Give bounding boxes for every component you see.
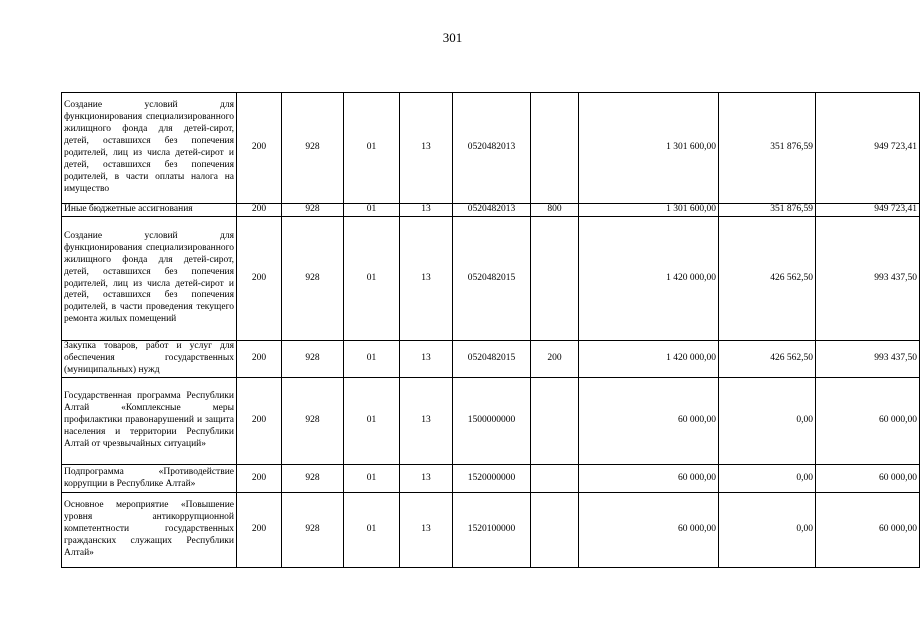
expense-type-cell: 200: [531, 341, 579, 378]
code-cell: 01: [344, 93, 400, 204]
code-cell: 928: [282, 217, 344, 341]
page-number: 301: [442, 30, 463, 45]
target-article-cell: 1520100000: [453, 493, 531, 568]
expense-type-cell: [531, 493, 579, 568]
table-row: [62, 341, 920, 378]
code-cell: 200: [237, 465, 282, 493]
row-description: Создание условий для функционирования специализированного жилищного фонда для детей-сирот, детей, оставшихся без попечения родителей, лиц из числа детей-сирот и детей, оставшихся без попечения родителей, в части оплаты налога на имущество: [62, 93, 237, 204]
code-cell: 01: [344, 217, 400, 341]
code-cell: 13: [400, 341, 453, 378]
code-cell: 928: [282, 341, 344, 378]
amount-cell: 60 000,00: [579, 465, 719, 493]
remaining-cell: 60 000,00: [816, 465, 920, 493]
row-description: Иные бюджетные ассигнования: [62, 204, 237, 217]
row-description: Основное мероприятие «Повышение уровня антикоррупционной компетентности государственных гражданских служащих Республики Алтай»: [62, 493, 237, 568]
row-description: Подпрограмма «Противодействие коррупции в Республике Алтай»: [62, 465, 237, 493]
code-cell: 200: [237, 378, 282, 465]
code-cell: 928: [282, 493, 344, 568]
code-cell: 13: [400, 217, 453, 341]
amount-cell: 60 000,00: [579, 493, 719, 568]
code-cell: 01: [344, 465, 400, 493]
expense-type-cell: [531, 93, 579, 204]
row-description: Создание условий для функционирования специализированного жилищного фонда для детей-сирот, детей, оставшихся без попечения родителей, лиц из числа детей-сирот и детей, оставшихся без попечения родителей, в части проведения текущего ремонта жилых помещений: [62, 217, 237, 341]
code-cell: 01: [344, 378, 400, 465]
executed-cell: 426 562,50: [719, 217, 816, 341]
expense-type-cell: [531, 217, 579, 341]
code-cell: 01: [344, 341, 400, 378]
target-article-cell: 1500000000: [453, 378, 531, 465]
code-cell: 928: [282, 378, 344, 465]
remaining-cell: 949 723,41: [816, 93, 920, 204]
code-cell: 200: [237, 341, 282, 378]
code-cell: 200: [237, 217, 282, 341]
code-cell: 928: [282, 93, 344, 204]
remaining-cell: 993 437,50: [816, 341, 920, 378]
amount-cell: 1 420 000,00: [579, 341, 719, 378]
code-cell: 13: [400, 204, 453, 217]
executed-cell: 0,00: [719, 465, 816, 493]
amount-cell: 1 420 000,00: [579, 217, 719, 341]
code-cell: 928: [282, 465, 344, 493]
row-description: Государственная программа Республики Алтай «Комплексные меры профилактики правонарушений и защита населения и территории Республики Алтай от чрезвычайных ситуаций»: [62, 378, 237, 465]
code-cell: 13: [400, 465, 453, 493]
remaining-cell: 949 723,41: [816, 204, 920, 217]
expense-type-cell: [531, 378, 579, 465]
table-row: [62, 217, 920, 341]
amount-cell: 1 301 600,00: [579, 93, 719, 204]
remaining-cell: 60 000,00: [816, 378, 920, 465]
code-cell: 200: [237, 204, 282, 217]
table-row: [62, 204, 920, 217]
executed-cell: 351 876,59: [719, 204, 816, 217]
table-row: [62, 378, 920, 465]
remaining-cell: 60 000,00: [816, 493, 920, 568]
code-cell: 13: [400, 378, 453, 465]
table-row: [62, 493, 920, 568]
remaining-cell: 993 437,50: [816, 217, 920, 341]
table-row: [62, 465, 920, 493]
code-cell: 13: [400, 493, 453, 568]
amount-cell: 1 301 600,00: [579, 204, 719, 217]
code-cell: 200: [237, 493, 282, 568]
code-cell: 928: [282, 204, 344, 217]
executed-cell: 0,00: [719, 378, 816, 465]
code-cell: 13: [400, 93, 453, 204]
target-article-cell: 0520482015: [453, 217, 531, 341]
code-cell: 200: [237, 93, 282, 204]
code-cell: 01: [344, 493, 400, 568]
executed-cell: 0,00: [719, 493, 816, 568]
executed-cell: 351 876,59: [719, 93, 816, 204]
target-article-cell: 0520482013: [453, 204, 531, 217]
expense-type-cell: [531, 465, 579, 493]
expense-type-cell: 800: [531, 204, 579, 217]
target-article-cell: 1520000000: [453, 465, 531, 493]
table-row: [62, 93, 920, 204]
budget-table: [61, 92, 920, 568]
row-description: Закупка товаров, работ и услуг для обеспечения государственных (муниципальных) нужд: [62, 341, 237, 378]
target-article-cell: 0520482013: [453, 93, 531, 204]
code-cell: 01: [344, 204, 400, 217]
amount-cell: 60 000,00: [579, 378, 719, 465]
executed-cell: 426 562,50: [719, 341, 816, 378]
target-article-cell: 0520482015: [453, 341, 531, 378]
